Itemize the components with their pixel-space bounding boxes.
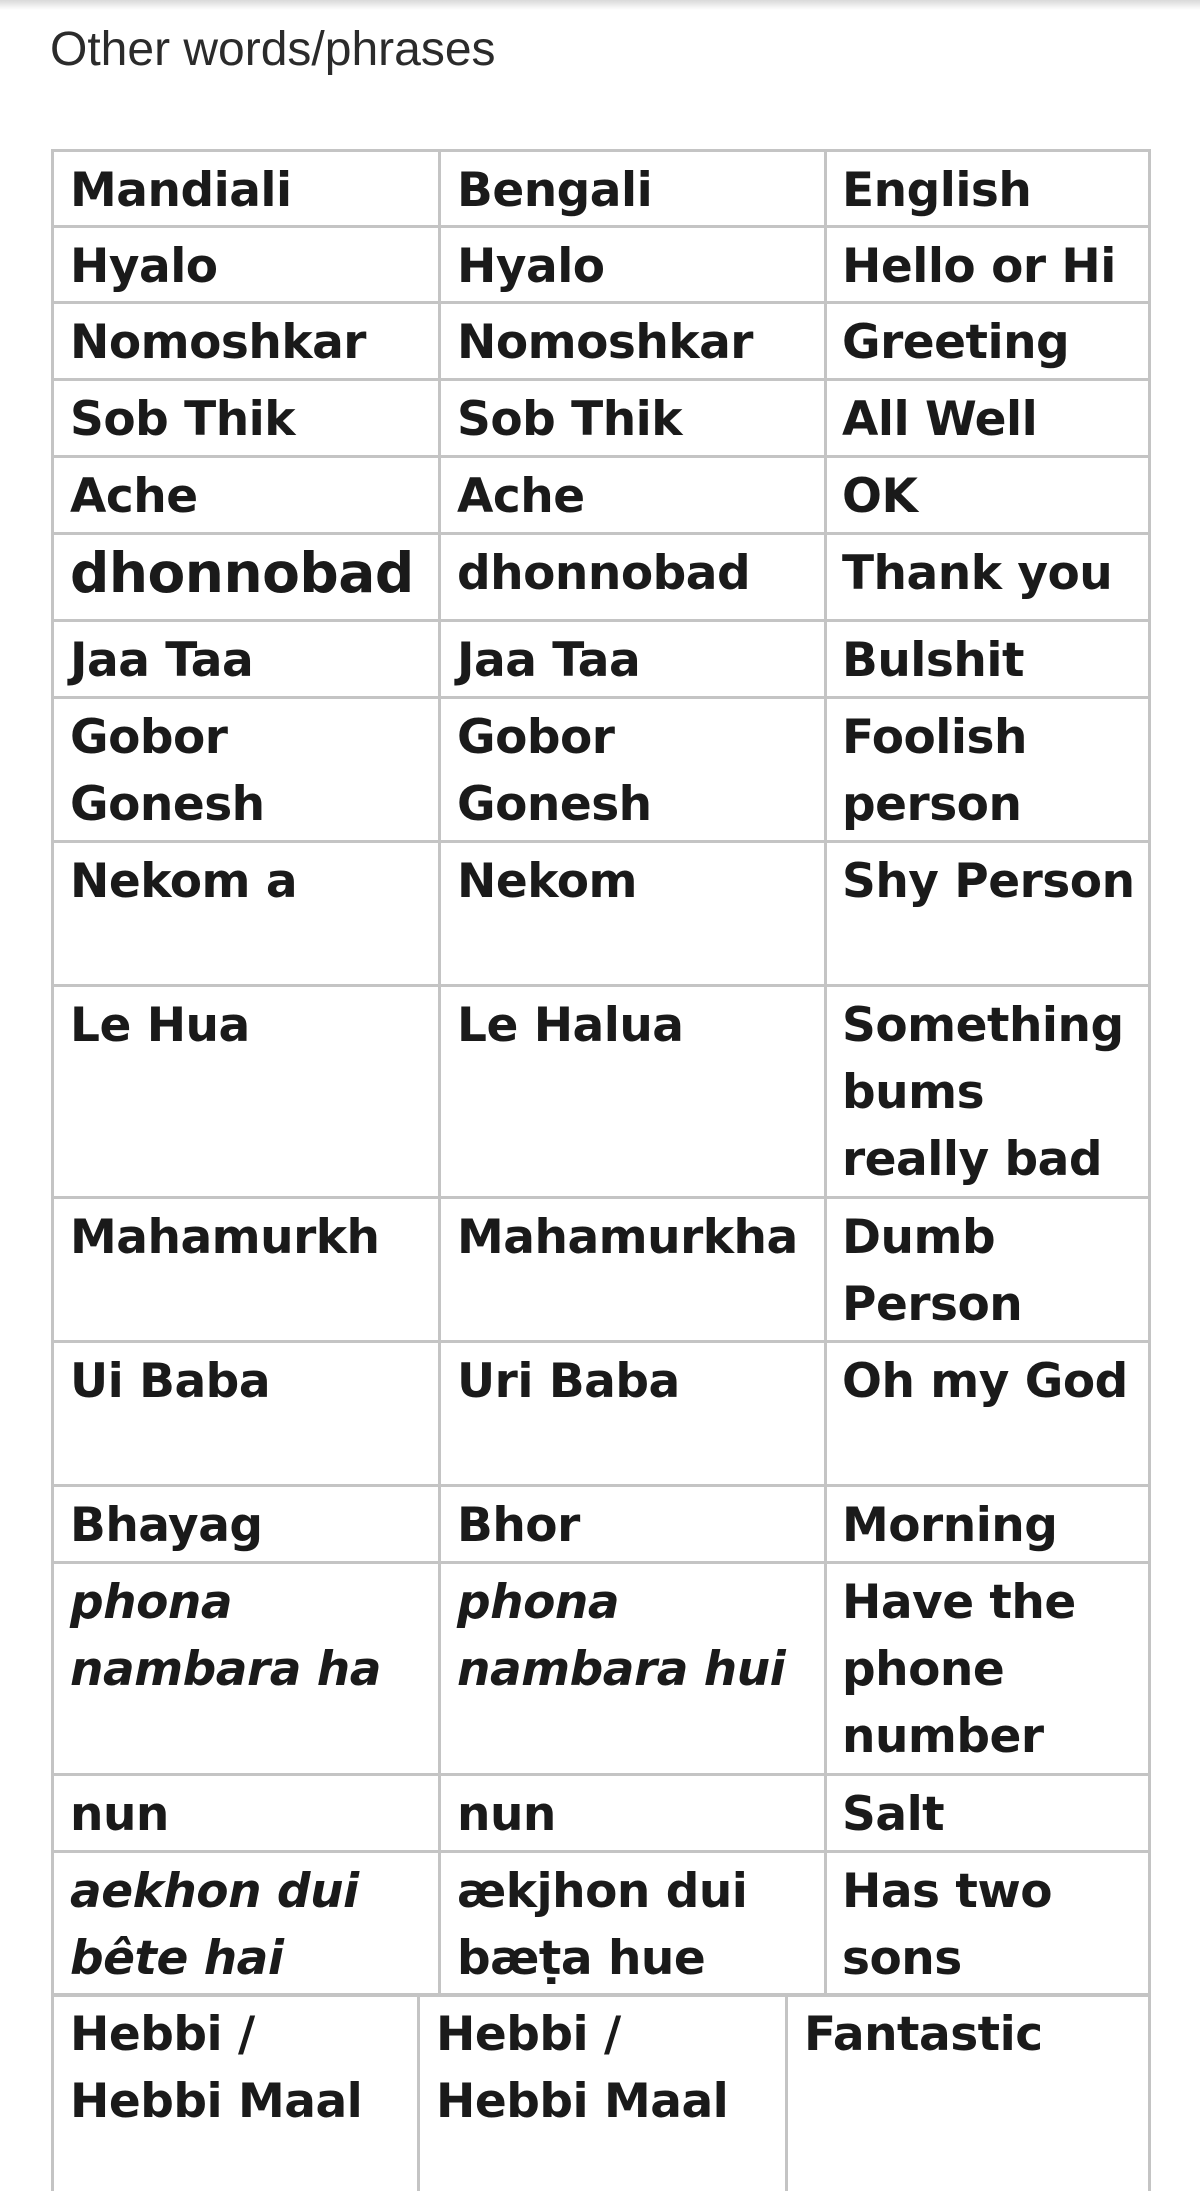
table-row (53, 1852, 1150, 1996)
cell-bengali: Mahamurkha (440, 1198, 826, 1342)
cell-mandiali: Ui Baba (53, 1342, 440, 1486)
top-shadow (0, 0, 1200, 10)
cell-bengali: ækjhon dui bæṭa hue (440, 1852, 826, 1996)
cell-english: OK (826, 457, 1150, 534)
cell-mandiali: Jaa Taa (53, 621, 440, 698)
table-row (53, 842, 1150, 986)
cell-mandiali: Nomoshkar (53, 303, 440, 380)
cell-bengali: Sob Thik (440, 380, 826, 457)
cell-bengali: Hyalo (440, 227, 826, 303)
table-row (53, 1995, 1150, 2191)
cell-english: Something bums really bad (826, 986, 1150, 1198)
cell-bengali: dhonnobad (440, 534, 826, 621)
table-row (53, 621, 1150, 698)
cell-mandiali: Bhayag (53, 1486, 440, 1563)
cell-mandiali: Le Hua (53, 986, 440, 1198)
cell-english: Fantastic (787, 1995, 1150, 2191)
cell-english: Bulshit (826, 621, 1150, 698)
cell-bengali: Nekom (440, 842, 826, 986)
table-row (53, 1563, 1150, 1775)
cell-english: All Well (826, 380, 1150, 457)
table-row (53, 698, 1150, 842)
words-table-continued (51, 1993, 1151, 2191)
header-english: English (826, 151, 1150, 227)
cell-mandiali: Hebbi / Hebbi Maal (53, 1995, 419, 2191)
cell-mandiali: Hyalo (53, 227, 440, 303)
words-table (51, 149, 1151, 1997)
cell-english: Have the phone number (826, 1563, 1150, 1775)
table-row (53, 534, 1150, 621)
cell-mandiali: Sob Thik (53, 380, 440, 457)
cell-english: Shy Person (826, 842, 1150, 986)
cell-bengali: Jaa Taa (440, 621, 826, 698)
cell-bengali: phona nambara hui (440, 1563, 826, 1775)
table-row (53, 457, 1150, 534)
cell-english: Has two sons (826, 1852, 1150, 1996)
cell-mandiali: dhonnobad (53, 534, 440, 621)
cell-english: Thank you (826, 534, 1150, 621)
cell-mandiali: nun (53, 1775, 440, 1852)
cell-english: Greeting (826, 303, 1150, 380)
cell-mandiali: Nekom a (53, 842, 440, 986)
cell-bengali: Uri Baba (440, 1342, 826, 1486)
cell-bengali: Ache (440, 457, 826, 534)
cell-bengali: Bhor (440, 1486, 826, 1563)
section-title: Other words/phrases (50, 22, 496, 78)
cell-mandiali: phona nambara ha (53, 1563, 440, 1775)
cell-bengali: Gobor Gonesh (440, 698, 826, 842)
table-row (53, 986, 1150, 1198)
table-row (53, 1486, 1150, 1563)
cell-bengali: Le Halua (440, 986, 826, 1198)
cell-english: Salt (826, 1775, 1150, 1852)
cell-english: Hello or Hi (826, 227, 1150, 303)
cell-mandiali: Gobor Gonesh (53, 698, 440, 842)
cell-english: Oh my God (826, 1342, 1150, 1486)
header-bengali: Bengali (440, 151, 826, 227)
cell-english: Dumb Person (826, 1198, 1150, 1342)
cell-english: Morning (826, 1486, 1150, 1563)
cell-mandiali: Mahamurkh (53, 1198, 440, 1342)
table-row (53, 1198, 1150, 1342)
cell-mandiali: aekhon dui bête hai (53, 1852, 440, 1996)
cell-bengali: nun (440, 1775, 826, 1852)
header-mandiali: Mandiali (53, 151, 440, 227)
table-row (53, 1342, 1150, 1486)
table-row (53, 380, 1150, 457)
cell-english: Foolish person (826, 698, 1150, 842)
table-header-row (53, 151, 1150, 227)
cell-mandiali: Ache (53, 457, 440, 534)
cell-bengali: Hebbi / Hebbi Maal (419, 1995, 787, 2191)
table-row (53, 1775, 1150, 1852)
cell-bengali: Nomoshkar (440, 303, 826, 380)
table-row (53, 227, 1150, 303)
table-row (53, 303, 1150, 380)
